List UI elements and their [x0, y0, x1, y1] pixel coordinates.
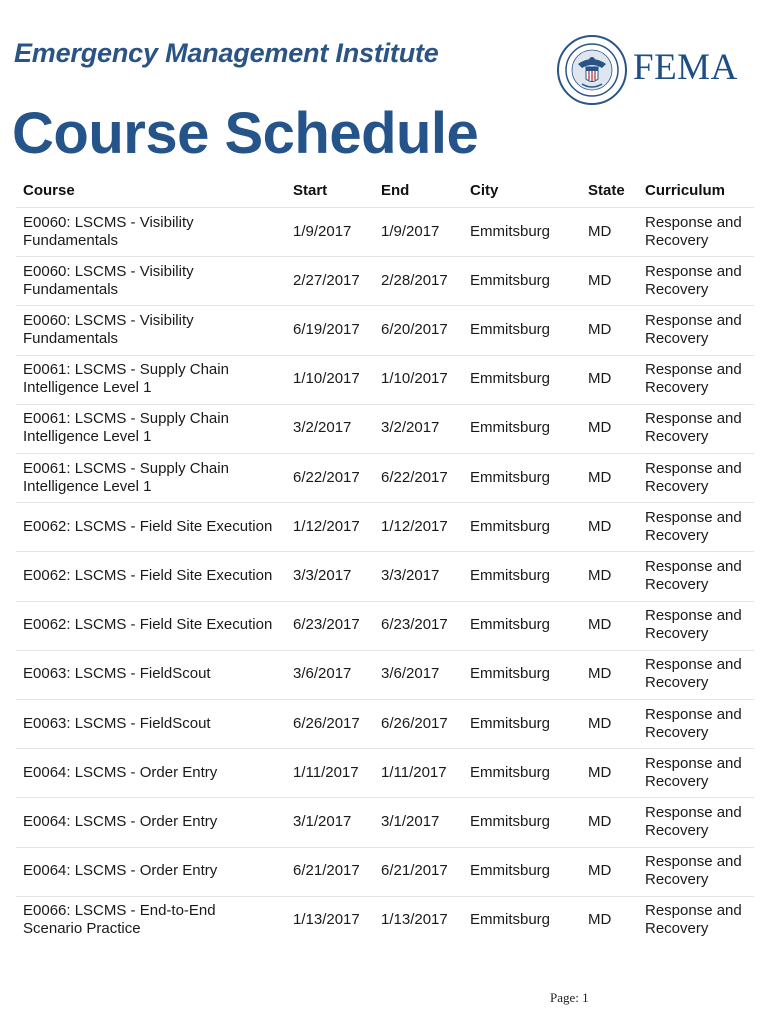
start-date-cell: 3/2/2017 — [293, 419, 352, 437]
city-cell: Emmitsburg — [470, 566, 551, 584]
course-cell: E0061: LSCMS - Supply Chain Intelligence Level 1 — [23, 410, 229, 446]
institute-name: Emergency Management Institute — [14, 38, 439, 68]
curriculum-cell: Response and Recovery — [645, 557, 742, 593]
end-date-cell: 3/6/2017 — [381, 665, 440, 683]
state-cell: MD — [588, 517, 612, 535]
end-date-cell: 3/1/2017 — [381, 812, 440, 830]
end-date-cell: 1/9/2017 — [381, 222, 440, 240]
city-cell: Emmitsburg — [470, 763, 551, 781]
course-cell: E0061: LSCMS - Supply Chain Intelligence Level 1 — [23, 459, 229, 495]
course-cell: E0064: LSCMS - Order Entry — [23, 862, 218, 880]
table-row — [0, 797, 770, 846]
course-cell: E0066: LSCMS - End-to-End Scenario Practice — [23, 902, 216, 938]
state-cell: MD — [588, 911, 612, 929]
city-cell: Emmitsburg — [470, 419, 551, 437]
start-date-cell: 6/21/2017 — [293, 862, 360, 880]
course-cell: E0064: LSCMS - Order Entry — [23, 763, 218, 781]
table-row — [0, 601, 770, 650]
end-date-cell: 1/13/2017 — [381, 911, 448, 929]
curriculum-cell: Response and Recovery — [645, 508, 742, 544]
start-date-cell: 1/10/2017 — [293, 370, 360, 388]
start-date-cell: 6/19/2017 — [293, 320, 360, 338]
end-date-cell: 1/11/2017 — [381, 763, 447, 781]
state-cell: MD — [588, 320, 612, 338]
state-cell: MD — [588, 763, 612, 781]
start-date-cell: 6/23/2017 — [293, 616, 360, 634]
end-date-cell: 6/22/2017 — [381, 468, 448, 486]
state-cell: MD — [588, 468, 612, 486]
curriculum-cell: Response and Recovery — [645, 607, 742, 643]
start-date-cell: 1/11/2017 — [293, 763, 359, 781]
course-cell: E0062: LSCMS - Field Site Execution — [23, 517, 273, 535]
state-cell: MD — [588, 862, 612, 880]
curriculum-cell: Response and Recovery — [645, 459, 742, 495]
state-cell: MD — [588, 271, 612, 289]
course-cell: E0063: LSCMS - FieldScout — [23, 665, 211, 683]
end-date-cell: 6/26/2017 — [381, 714, 448, 732]
curriculum-cell: Response and Recovery — [645, 213, 742, 249]
table-row — [0, 207, 770, 256]
city-cell: Emmitsburg — [470, 862, 551, 880]
city-cell: Emmitsburg — [470, 370, 551, 388]
end-date-cell: 2/28/2017 — [381, 271, 448, 289]
course-cell: E0061: LSCMS - Supply Chain Intelligence Level 1 — [23, 361, 229, 397]
end-date-cell: 1/12/2017 — [381, 517, 448, 535]
curriculum-cell: Response and Recovery — [645, 803, 742, 839]
dhs-seal-logo — [556, 34, 628, 106]
end-date-cell: 3/3/2017 — [381, 566, 440, 584]
city-cell: Emmitsburg — [470, 468, 551, 486]
table-header-curriculum: Curriculum — [645, 182, 726, 199]
course-cell: E0064: LSCMS - Order Entry — [23, 812, 218, 830]
page-title: Course Schedule — [12, 101, 479, 166]
start-date-cell: 2/27/2017 — [293, 271, 360, 289]
table-header-state: State — [588, 182, 625, 199]
end-date-cell: 6/23/2017 — [381, 616, 448, 634]
end-date-cell: 3/2/2017 — [381, 419, 440, 437]
state-cell: MD — [588, 566, 612, 584]
state-cell: MD — [588, 419, 612, 437]
curriculum-cell: Response and Recovery — [645, 410, 742, 446]
table-header-start: Start — [293, 182, 328, 199]
course-cell: E0060: LSCMS - Visibility Fundamentals — [23, 262, 194, 298]
table-row — [0, 896, 770, 945]
course-cell: E0060: LSCMS - Visibility Fundamentals — [23, 213, 194, 249]
curriculum-cell: Response and Recovery — [645, 656, 742, 692]
city-cell: Emmitsburg — [470, 812, 551, 830]
course-cell: E0062: LSCMS - Field Site Execution — [23, 566, 273, 584]
course-cell: E0062: LSCMS - Field Site Execution — [23, 616, 273, 634]
page-number: Page: 1 — [550, 990, 589, 1005]
city-cell: Emmitsburg — [470, 320, 551, 338]
start-date-cell: 6/22/2017 — [293, 468, 360, 486]
start-date-cell: 6/26/2017 — [293, 714, 360, 732]
state-cell: MD — [588, 665, 612, 683]
table-row — [0, 305, 770, 354]
table-row — [0, 404, 770, 453]
start-date-cell: 3/1/2017 — [293, 812, 352, 830]
course-cell: E0063: LSCMS - FieldScout — [23, 714, 211, 732]
start-date-cell: 1/12/2017 — [293, 517, 360, 535]
city-cell: Emmitsburg — [470, 616, 551, 634]
table-row — [0, 699, 770, 748]
table-header-city: City — [470, 182, 499, 199]
city-cell: Emmitsburg — [470, 665, 551, 683]
table-row — [0, 847, 770, 896]
curriculum-cell: Response and Recovery — [645, 853, 742, 889]
table-row — [0, 650, 770, 699]
curriculum-cell: Response and Recovery — [645, 754, 742, 790]
start-date-cell: 3/3/2017 — [293, 566, 352, 584]
end-date-cell: 6/20/2017 — [381, 320, 448, 338]
end-date-cell: 6/21/2017 — [381, 862, 448, 880]
fema-wordmark: FEMA — [633, 47, 738, 88]
city-cell: Emmitsburg — [470, 271, 551, 289]
curriculum-cell: Response and Recovery — [645, 361, 742, 397]
state-cell: MD — [588, 812, 612, 830]
course-cell: E0060: LSCMS - Visibility Fundamentals — [23, 311, 194, 347]
curriculum-cell: Response and Recovery — [645, 262, 742, 298]
city-cell: Emmitsburg — [470, 911, 551, 929]
start-date-cell: 1/9/2017 — [293, 222, 352, 240]
table-row — [0, 502, 770, 551]
table-row — [0, 256, 770, 305]
start-date-cell: 3/6/2017 — [293, 665, 352, 683]
state-cell: MD — [588, 714, 612, 732]
city-cell: Emmitsburg — [470, 222, 551, 240]
table-row — [0, 748, 770, 797]
state-cell: MD — [588, 222, 612, 240]
state-cell: MD — [588, 616, 612, 634]
curriculum-cell: Response and Recovery — [645, 311, 742, 347]
curriculum-cell: Response and Recovery — [645, 902, 742, 938]
end-date-cell: 1/10/2017 — [381, 370, 448, 388]
table-row — [0, 551, 770, 600]
table-row — [0, 453, 770, 502]
city-cell: Emmitsburg — [470, 714, 551, 732]
table-header-course: Course — [23, 182, 75, 199]
state-cell: MD — [588, 370, 612, 388]
table-header-end: End — [381, 182, 410, 199]
start-date-cell: 1/13/2017 — [293, 911, 360, 929]
city-cell: Emmitsburg — [470, 517, 551, 535]
curriculum-cell: Response and Recovery — [645, 705, 742, 741]
table-row — [0, 355, 770, 404]
